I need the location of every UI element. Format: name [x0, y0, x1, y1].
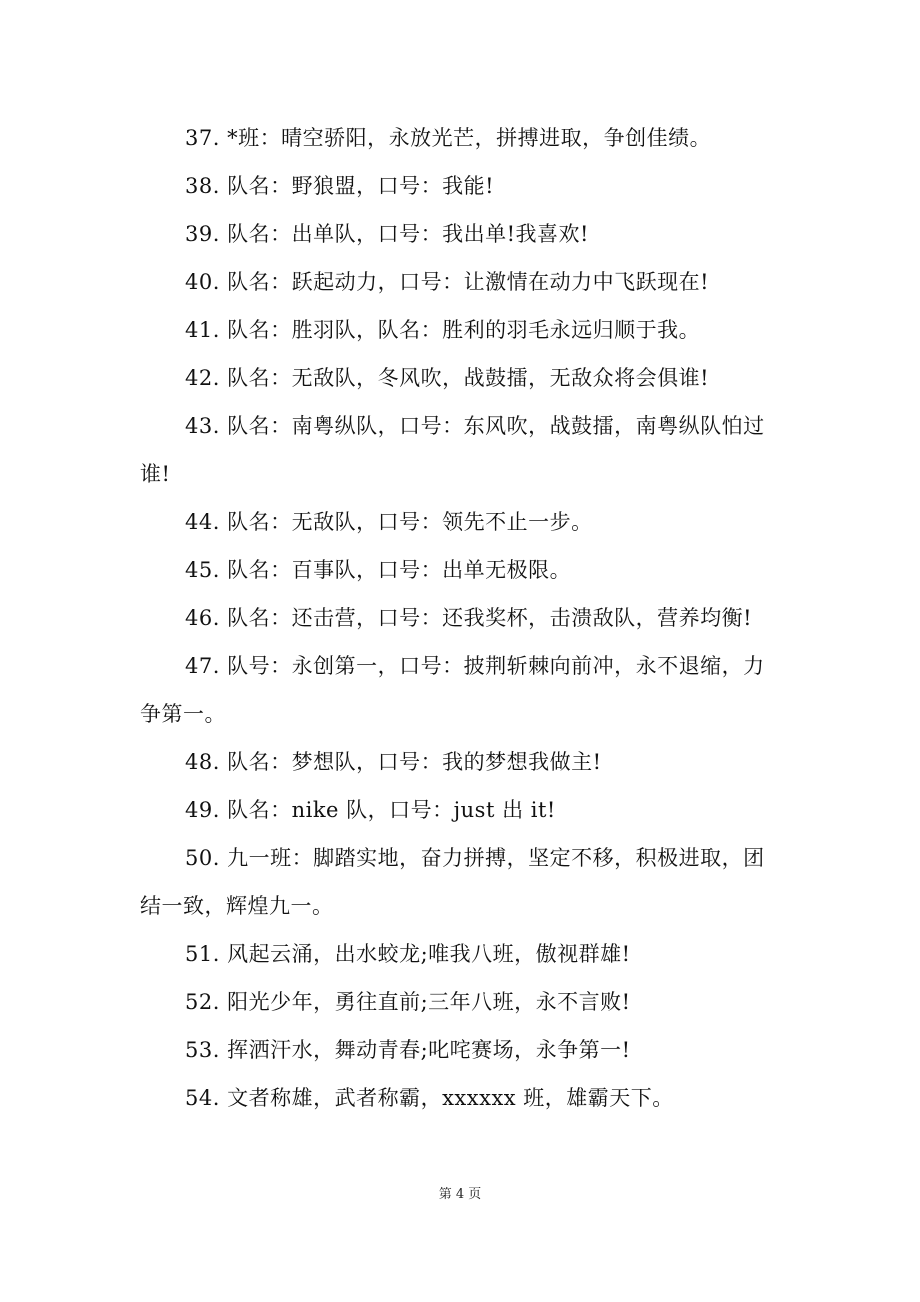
slogan-paragraph-38: 38. 队名：野狼盟，口号：我能! — [185, 174, 495, 198]
slogan-paragraph-49: 49. 队名：nike 队，口号：just 出 it! — [185, 798, 556, 822]
slogan-paragraph-40: 40. 队名：跃起动力，口号：让激情在动力中飞跃现在! — [185, 270, 710, 294]
slogan-paragraph-37: 37. *班：晴空骄阳，永放光芒，拼搏进取，争创佳绩。 — [185, 126, 712, 150]
slogan-paragraph-52: 52. 阳光少年，勇往直前;三年八班，永不言败! — [185, 990, 631, 1014]
slogan-paragraph-47: 47. 队号：永创第一，口号：披荆斩棘向前冲，永不退缩，力争第一。 — [140, 654, 765, 726]
slogan-paragraph-50: 50. 九一班：脚踏实地，奋力拼搏，坚定不移，积极进取，团结一致，辉煌九一。 — [140, 846, 765, 918]
slogan-paragraph-39: 39. 队名：出单队，口号：我出单!我喜欢! — [185, 222, 589, 246]
slogan-paragraph-44: 44. 队名：无敌队，口号：领先不止一步。 — [185, 510, 593, 534]
slogan-paragraph-53: 53. 挥洒汗水，舞动青春;叱咤赛场，永争第一! — [185, 1038, 631, 1062]
page-number-footer: 第 4 页 — [438, 1187, 482, 1202]
document-body — [140, 114, 780, 1122]
slogan-paragraph-42: 42. 队名：无敌队，冬风吹，战鼓擂，无敌众将会俱谁! — [185, 366, 710, 390]
slogan-paragraph-41: 41. 队名：胜羽队，队名：胜利的羽毛永远归顺于我。 — [185, 318, 701, 342]
slogan-paragraph-48: 48. 队名：梦想队，口号：我的梦想我做主! — [185, 750, 602, 774]
slogan-paragraph-43: 43. 队名：南粤纵队，口号：东风吹，战鼓擂，南粤纵队怕过谁! — [140, 414, 765, 486]
slogan-paragraph-54: 54. 文者称雄，武者称霸，xxxxxx 班，雄霸天下。 — [185, 1086, 674, 1110]
slogan-paragraph-51: 51. 风起云涌，出水蛟龙;唯我八班，傲视群雄! — [185, 942, 631, 966]
slogan-paragraph-45: 45. 队名：百事队，口号：出单无极限。 — [185, 558, 572, 582]
slogan-paragraph-46: 46. 队名：还击营，口号：还我奖杯，击溃敌队，营养均衡! — [185, 606, 753, 630]
